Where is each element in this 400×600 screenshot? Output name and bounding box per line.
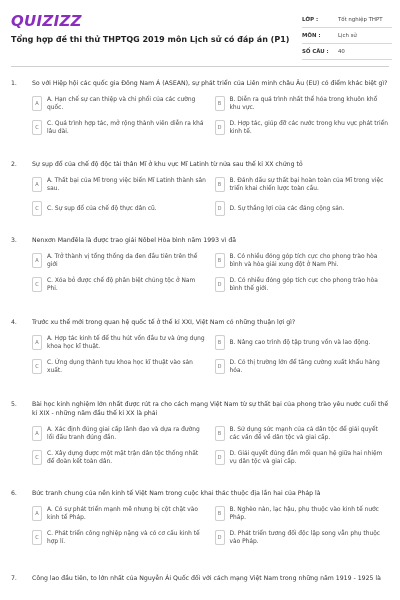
option-letter: A bbox=[32, 253, 42, 268]
option-letter: A bbox=[32, 506, 42, 521]
option-letter: B bbox=[215, 335, 225, 350]
option-text: C. Sự sụp đổ của chế độ thực dân cũ. bbox=[47, 205, 157, 212]
option-text: D. Hợp tác, giúp đỡ các nước trong khu vực phát triển kinh tế. bbox=[229, 120, 389, 135]
meta-label: SỐ CÂU : bbox=[302, 48, 329, 55]
option-letter: B bbox=[215, 177, 225, 192]
option-c[interactable] bbox=[32, 276, 207, 293]
question-text: Bài học kinh nghiệm lớn nhất được rút ra cho cách mạng Việt Nam từ sự thất bại của phong trào yêu nước cuối thế kỉ XIX - những năm đầu thế kỉ XX là phải bbox=[32, 401, 389, 417]
option-c[interactable] bbox=[32, 119, 207, 136]
question-number: 7. bbox=[11, 575, 17, 582]
meta-label: MÔN : bbox=[302, 32, 321, 39]
option-c[interactable] bbox=[32, 358, 207, 375]
header-divider bbox=[11, 66, 389, 67]
option-text: C. Quá trình hợp tác, mở rộng thành viên diễn ra khá lâu dài. bbox=[47, 120, 204, 135]
option-b[interactable] bbox=[215, 95, 390, 112]
option-letter: C bbox=[32, 450, 42, 465]
meta-label: LỚP : bbox=[302, 16, 319, 23]
question-5 bbox=[11, 400, 389, 466]
option-letter: D bbox=[215, 201, 225, 216]
option-text: A. Hợp tác kinh tế để thu hút vốn đầu tư và ứng dụng khoa học kĩ thuật. bbox=[47, 335, 205, 350]
option-a[interactable] bbox=[32, 425, 207, 442]
meta-row-subject bbox=[302, 28, 392, 44]
option-text: C. Xây dựng được một mặt trận dân tộc thống nhất để đoàn kết toàn dân. bbox=[47, 450, 199, 465]
option-b[interactable] bbox=[215, 505, 390, 522]
question-text: Bức tranh chung của nền kinh tế Việt Nam trong cuộc khai thác thuộc địa lần hai của Pháp là bbox=[32, 490, 321, 497]
option-letter: A bbox=[32, 335, 42, 350]
option-a[interactable] bbox=[32, 334, 207, 351]
meta-value: 40 bbox=[338, 48, 345, 55]
question-number: 4. bbox=[11, 319, 17, 326]
question-text: So với Hiệp hội các quốc gia Đông Nam Á (ASEAN), sự phát triển của Liên minh châu Âu (EU) có điểm khác biệt gì? bbox=[32, 80, 388, 87]
option-text: C. Xóa bỏ được chế độ phân biệt chủng tộc ở Nam Phi. bbox=[47, 277, 196, 292]
question-text: Trước xu thế mới trong quan hệ quốc tế ở thế kỉ XXI, Việt Nam có những thuận lợi gì? bbox=[32, 319, 296, 326]
question-6 bbox=[11, 489, 389, 546]
option-text: B. Có nhiều đóng góp tích cực cho phong trào hòa bình và hòa giải xung đột ở Nam Phi. bbox=[229, 253, 378, 268]
option-text: D. Giải quyết đúng đắn mối quan hệ giữa hai nhiệm vụ dân tộc và giai cấp. bbox=[229, 450, 383, 465]
meta-row-class bbox=[302, 12, 392, 28]
option-a[interactable] bbox=[32, 505, 207, 522]
meta-value: Lịch sử bbox=[338, 32, 357, 39]
question-text: Công lao đầu tiên, to lớn nhất của Nguyễn Ái Quốc đối với cách mạng Việt Nam trong những năm 1919 - 1925 là bbox=[32, 575, 381, 582]
option-text: D. Có nhiều đóng góp tích cực cho phong trào hòa bình thế giới. bbox=[229, 277, 378, 292]
option-letter: C bbox=[32, 530, 42, 545]
meta-value: Tốt nghiệp THPT bbox=[338, 16, 383, 23]
option-text: A. Thất bại của Mĩ trong việc biến Mĩ Latinh thành sân sau. bbox=[47, 177, 206, 192]
question-number: 2. bbox=[11, 161, 17, 168]
option-a[interactable] bbox=[32, 252, 207, 269]
question-4 bbox=[11, 318, 389, 375]
option-letter: B bbox=[215, 506, 225, 521]
option-text: B. Nâng cao trình độ tập trung vốn và lao động. bbox=[229, 339, 371, 346]
option-letter: C bbox=[32, 277, 42, 292]
option-b[interactable] bbox=[215, 334, 390, 351]
meta-row-count bbox=[302, 44, 392, 60]
option-c[interactable] bbox=[32, 449, 207, 466]
option-text: B. Nghèo nàn, lạc hậu, phụ thuộc vào kinh tế nước Pháp. bbox=[229, 506, 379, 521]
option-letter: C bbox=[32, 359, 42, 374]
question-number: 6. bbox=[11, 490, 17, 497]
option-letter: C bbox=[32, 201, 42, 216]
option-d[interactable] bbox=[215, 449, 390, 466]
option-d[interactable] bbox=[215, 200, 390, 217]
option-a[interactable] bbox=[32, 95, 207, 112]
option-text: C. Phát triển công nghiệp nặng và có cơ cấu kinh tế hợp lí. bbox=[47, 530, 200, 545]
option-text: B. Diễn ra quá trình nhất thể hóa trong khuôn khổ khu vực. bbox=[229, 96, 378, 111]
option-letter: C bbox=[32, 120, 42, 135]
option-text: A. Có sự phát triển mạnh mẽ nhưng bị cột chặt vào kinh tế Pháp. bbox=[47, 506, 199, 521]
option-text: D. Có thị trường lớn để tăng cường xuất khẩu hàng hóa. bbox=[229, 359, 380, 374]
question-7 bbox=[11, 574, 389, 583]
meta-table bbox=[302, 12, 392, 60]
option-text: B. Sử dụng sức mạnh của cả dân tộc để giải quyết các vấn đề về dân tộc và giai cấp. bbox=[229, 426, 378, 441]
option-c[interactable] bbox=[32, 529, 207, 546]
option-text: A. Trở thành vị tổng thống da đen đầu tiên trên thế giới bbox=[47, 253, 198, 268]
option-d[interactable] bbox=[215, 358, 390, 375]
option-d[interactable] bbox=[215, 276, 390, 293]
option-text: D. Phát triển tương đối độc lập song vẫn phụ thuộc vào Pháp. bbox=[229, 530, 381, 545]
option-letter: B bbox=[215, 426, 225, 441]
option-b[interactable] bbox=[215, 425, 390, 442]
question-number: 5. bbox=[11, 401, 17, 408]
option-text: D. Sự thắng lợi của các đảng cộng sản. bbox=[229, 205, 345, 212]
option-text: B. Đánh dấu sự thất bại hoàn toàn của Mĩ trong việc triển khai chiến lược toàn cầu. bbox=[229, 177, 384, 192]
question-3 bbox=[11, 236, 389, 293]
option-letter: D bbox=[215, 120, 225, 135]
question-number: 1. bbox=[11, 80, 17, 87]
question-2 bbox=[11, 160, 389, 217]
option-text: A. Hạn chế sự can thiệp và chi phối của các cường quốc. bbox=[47, 96, 196, 111]
question-text: Nenxơn Manđêla là được trao giải Nôbel Hòa bình năm 1993 vì đã bbox=[32, 237, 237, 244]
option-letter: D bbox=[215, 277, 225, 292]
option-letter: D bbox=[215, 530, 225, 545]
option-letter: A bbox=[32, 177, 42, 192]
option-letter: D bbox=[215, 450, 225, 465]
question-number: 3. bbox=[11, 237, 17, 244]
option-a[interactable] bbox=[32, 176, 207, 193]
option-letter: D bbox=[215, 359, 225, 374]
question-1 bbox=[11, 79, 389, 136]
document-title: Tổng hợp đề thi thử THPTQG 2019 môn Lịch sử có đáp án (P1) bbox=[11, 35, 290, 44]
option-d[interactable] bbox=[215, 119, 390, 136]
option-text: A. Xác định đúng giai cấp lãnh đạo và dựa ra đường lối đấu tranh đúng đắn. bbox=[47, 426, 200, 441]
option-b[interactable] bbox=[215, 252, 390, 269]
option-text: C. Ứng dụng thành tựu khoa học kĩ thuật vào sản xuất. bbox=[47, 359, 193, 374]
option-c[interactable] bbox=[32, 200, 207, 217]
option-d[interactable] bbox=[215, 529, 390, 546]
option-letter: A bbox=[32, 426, 42, 441]
quizizz-logo: QUIZIZZ bbox=[11, 12, 82, 30]
option-letter: B bbox=[215, 253, 225, 268]
option-b[interactable] bbox=[215, 176, 390, 193]
option-letter: A bbox=[32, 96, 42, 111]
page-header bbox=[0, 0, 400, 62]
question-text: Sự sụp đổ của chế độ độc tài thân Mĩ ở khu vực Mĩ Latinh từ nửa sau thế kỉ XX chứng tỏ bbox=[32, 161, 303, 168]
option-letter: B bbox=[215, 96, 225, 111]
